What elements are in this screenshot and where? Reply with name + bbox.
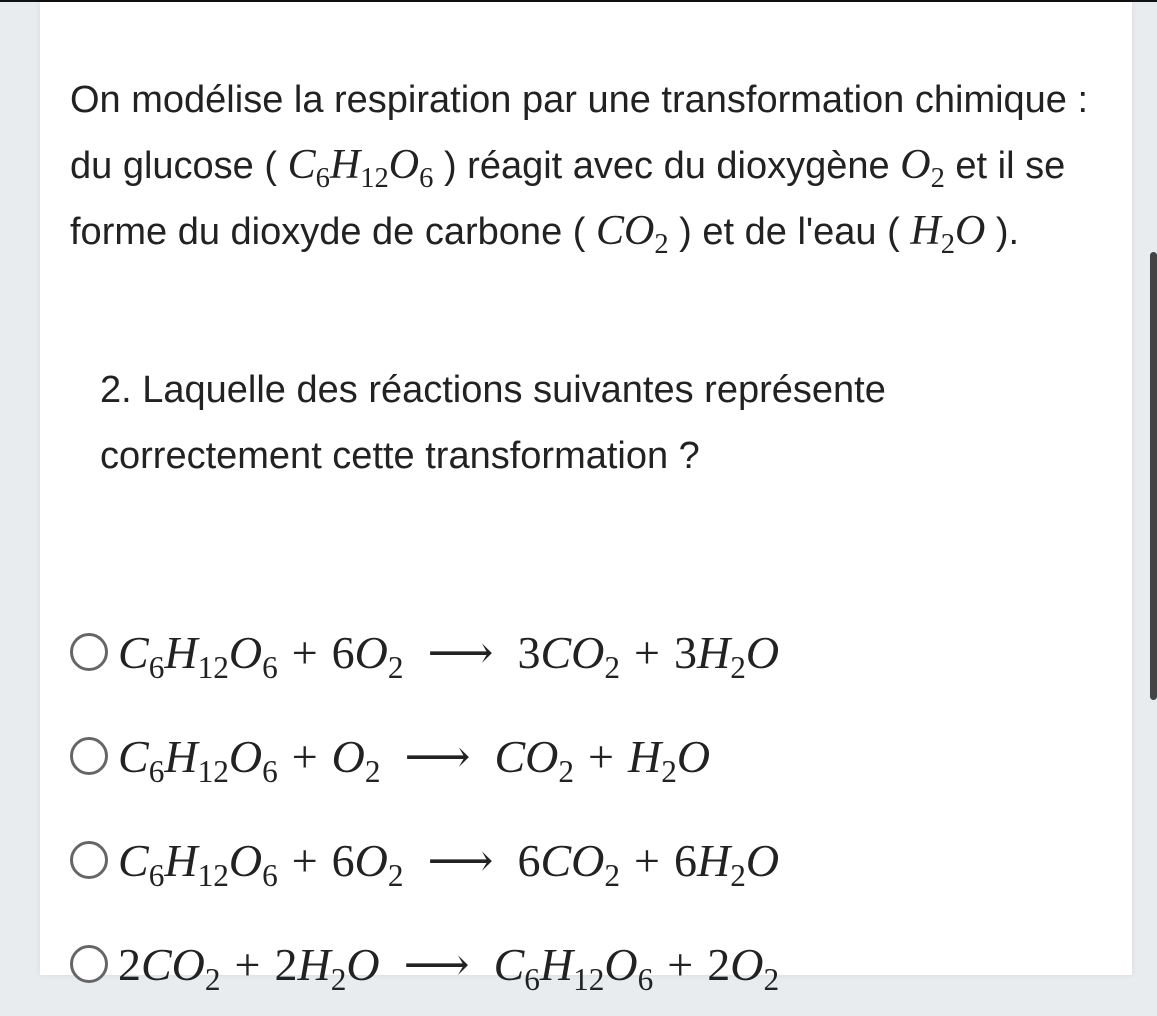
- equation-option-1: $C_6H_{12}O_6 + 6O_2$ ⟶ $3CO_2 + 3H_2O$: [118, 627, 780, 685]
- intro-text-1: On modélise la respiration par une transformation chimique : du glucose (: [70, 79, 1089, 187]
- equation-option-4: $2CO_2 + 2H_2O$ ⟶ $C_6H_{12}O_6 + 2O_2$: [118, 939, 780, 997]
- intro-text-5: ).: [985, 211, 1020, 253]
- answer-options: [70, 600, 779, 1016]
- carbon-dioxide-formula: $CO_2$: [595, 208, 669, 261]
- radio-button-4[interactable]: [70, 945, 108, 983]
- radio-button-2[interactable]: [70, 737, 108, 775]
- water-formula: $H_2O$: [910, 208, 986, 261]
- answer-option-4[interactable]: [70, 912, 779, 1016]
- equation-option-3: $C_6H_{12}O_6 + 6O_2$ ⟶ $6CO_2 + 6H_2O$: [118, 835, 780, 893]
- radio-button-3[interactable]: [70, 841, 108, 879]
- answer-option-1[interactable]: [70, 600, 779, 704]
- answer-option-2[interactable]: [70, 704, 779, 808]
- intro-paragraph: [70, 68, 1090, 265]
- intro-text-4: ) et de l'eau (: [668, 211, 911, 253]
- answer-option-3[interactable]: [70, 808, 779, 912]
- intro-text-3: et il se forme du dioxyde de carbone (: [70, 145, 1066, 253]
- dioxygen-formula: $O_2$: [900, 142, 945, 195]
- scrollbar[interactable]: [1150, 252, 1157, 700]
- question-text: 2. Laquelle des réactions suivantes représente correctement cette transformation ?: [100, 369, 886, 477]
- equation-option-2: $C_6H_{12}O_6 + O_2$ ⟶ $CO_2 + H_2O$: [118, 731, 711, 789]
- intro-text-2: ) réagit avec du dioxygène: [433, 145, 901, 187]
- radio-button-1[interactable]: [70, 633, 108, 671]
- glucose-formula: $C_6H_{12}O_6$: [287, 142, 434, 195]
